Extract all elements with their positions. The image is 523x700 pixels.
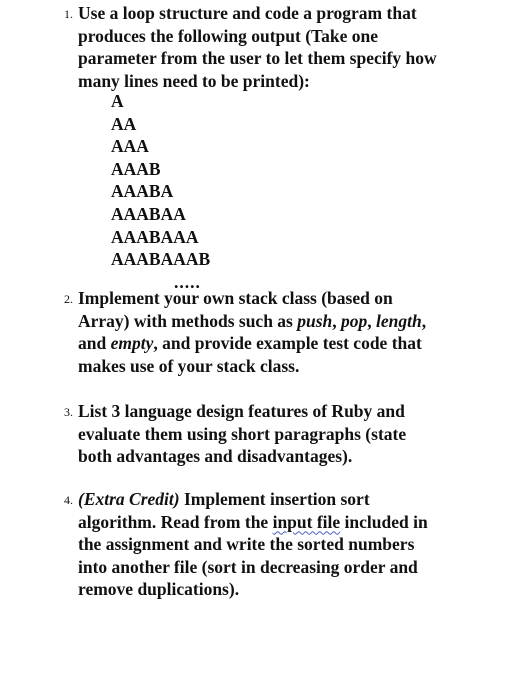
question-4-text: Implement insertion sort bbox=[179, 489, 370, 509]
pattern-row: AAAB bbox=[111, 158, 161, 179]
separator: , bbox=[421, 310, 427, 331]
question-1-line-4: many lines need to be printed): bbox=[78, 70, 310, 91]
question-3-number: 3. bbox=[64, 405, 73, 419]
length-method: length bbox=[376, 310, 422, 331]
question-4-line-2 bbox=[78, 511, 498, 534]
pop-method: pop bbox=[341, 310, 368, 331]
pattern-row: AAA bbox=[111, 136, 149, 157]
question-4 bbox=[64, 488, 498, 601]
question-1 bbox=[64, 2, 498, 92]
question-1-number: 1. bbox=[64, 7, 73, 21]
question-4-line-4: into another file (sort in decreasing order and bbox=[78, 556, 418, 577]
question-3-line-3: both advantages and disadvantages). bbox=[78, 446, 353, 466]
input-file-link[interactable]: input file bbox=[272, 511, 341, 532]
question-4-text: algorithm. Read from the bbox=[78, 511, 273, 532]
question-2-text: , and provide example test code that bbox=[153, 333, 422, 353]
question-2-text: Array) with methods such as bbox=[78, 310, 298, 331]
push-method: push bbox=[297, 310, 333, 331]
empty-method: empty bbox=[110, 333, 154, 353]
pattern-ellipsis: ..... bbox=[174, 271, 201, 292]
question-3-line-2: evaluate them using short paragraphs (state bbox=[78, 423, 407, 444]
pattern-row: AAABA bbox=[111, 181, 174, 202]
question-1-line-3: parameter from the user to let them specify how bbox=[78, 48, 437, 68]
question-4-line-3: the assignment and write the sorted numbers bbox=[78, 534, 415, 554]
question-2-number: 2. bbox=[64, 292, 73, 306]
question-3 bbox=[64, 400, 498, 468]
pattern-row: AAABAAA bbox=[111, 226, 199, 247]
question-2-line-4: makes use of your stack class. bbox=[78, 355, 300, 376]
question-2-line-3 bbox=[78, 332, 498, 355]
question-4-line-1 bbox=[78, 488, 498, 511]
pattern-row: A bbox=[111, 91, 124, 111]
question-4-text: included in bbox=[340, 511, 428, 532]
question-2-line-2 bbox=[78, 310, 498, 333]
question-2 bbox=[64, 287, 498, 377]
pattern-row: AA bbox=[111, 113, 137, 134]
question-4-line-5: remove duplications). bbox=[78, 579, 240, 599]
output-pattern bbox=[111, 90, 210, 293]
pattern-row: AAABAA bbox=[111, 203, 186, 224]
pattern-row: AAABAAAB bbox=[111, 249, 211, 270]
question-1-line-2: produces the following output (Take one bbox=[78, 25, 378, 46]
question-1-line-1: Use a loop structure and code a program that bbox=[78, 3, 417, 23]
question-2-line-1: Implement your own stack class (based on bbox=[78, 288, 393, 308]
question-4-number: 4. bbox=[64, 493, 73, 507]
question-3-line-1: List 3 language design features of Ruby and bbox=[78, 401, 405, 421]
separator: , bbox=[332, 310, 342, 331]
question-2-text: and bbox=[78, 333, 111, 353]
separator: , bbox=[367, 310, 377, 331]
extra-credit-label: (Extra Credit) bbox=[78, 489, 180, 509]
